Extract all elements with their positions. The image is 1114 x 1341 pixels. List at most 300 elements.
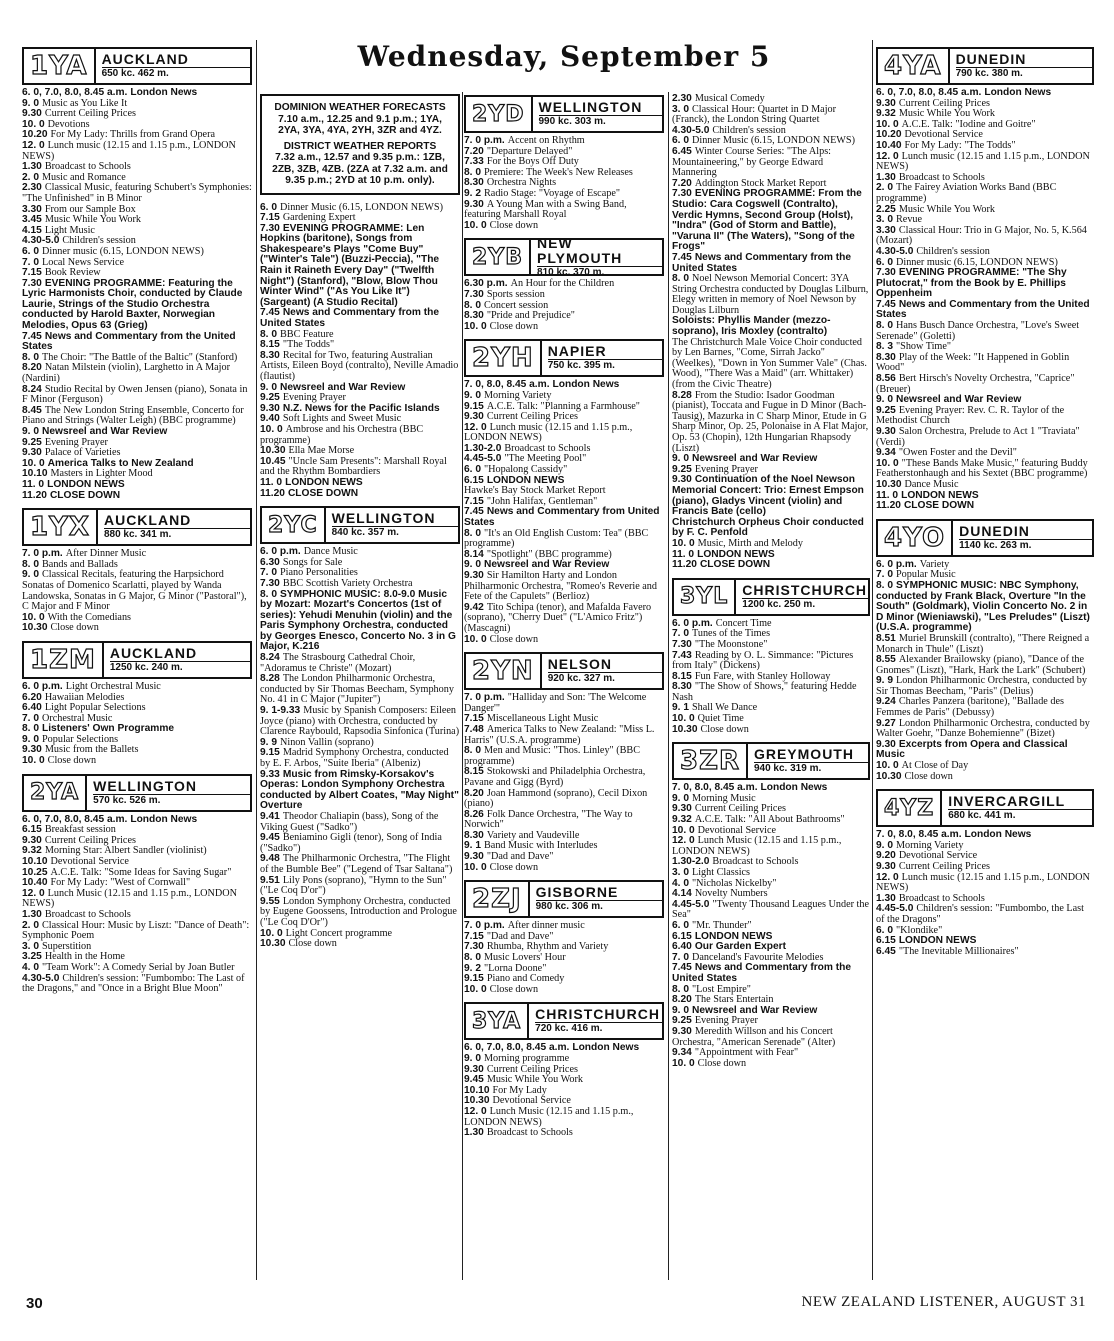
programme-time: 11.20 bbox=[260, 487, 285, 499]
programme-title: The Christchurch Male Voice Choir conducted by Len Barnes, "Come, Sirrah Jacko" (Weelkes), "Down in Yon Summer Vale" (Chas. Wood), "There Was a Maid" (arr. Whittaker) (from the Civic Theatre) bbox=[672, 336, 867, 391]
programme-time: 9. 0 bbox=[464, 389, 481, 401]
programme-entry bbox=[876, 427, 1094, 448]
programme-time: 9.30 bbox=[464, 570, 484, 581]
programme-title: London News bbox=[760, 782, 828, 794]
programme-title: A Young Man with a Swing Band, featuring Marshall Royal bbox=[464, 198, 627, 221]
programme-entry bbox=[464, 507, 664, 528]
programme-title: Newsreel and War Review bbox=[484, 559, 610, 571]
programme-title: News and Commentary from the United States bbox=[672, 251, 852, 274]
programme-title: Folk Dance Orchestra, "The Way to Norwich" bbox=[464, 808, 633, 831]
programme-time: 12. 0 bbox=[876, 150, 899, 162]
programme-title: Lunch Music (12.15 and 1.15 p.m., LONDON NEWS) bbox=[672, 835, 842, 857]
programme-title: BBC Scottish Variety Orchestra bbox=[282, 577, 413, 589]
programme-title: "The Meeting Pool" bbox=[504, 453, 587, 465]
programme-time: 7.30 bbox=[876, 267, 896, 279]
programme-title: Novelty Numbers bbox=[694, 888, 768, 900]
programme-time: 9. 0 bbox=[22, 569, 39, 581]
programme-title: Music from Rimsky-Korsakov's Operas: London Symphony Orchestra conducted by Albert Coates, "May Night" Overture bbox=[260, 768, 459, 812]
station-info bbox=[529, 1004, 662, 1038]
programme-entry bbox=[260, 833, 460, 854]
programme-time: 8. 0 bbox=[22, 351, 39, 363]
station-city: NAPIER bbox=[548, 344, 662, 360]
station-city: CHRISTCHURCH bbox=[742, 581, 868, 598]
station-header bbox=[464, 880, 664, 918]
programme-title: Dance Music bbox=[303, 546, 358, 558]
programme-time: 6. 0, 7.0, 8.0, 8.45 a.m. bbox=[876, 87, 982, 98]
programme-time: 7. 0 bbox=[22, 256, 39, 268]
programme-time: 9.40 bbox=[260, 413, 280, 425]
programme-time: 9. 0 bbox=[260, 381, 277, 393]
programme-entry bbox=[672, 836, 870, 857]
programme-title: A.C.E. Talk: "Some Ideas for Saving Sugar" bbox=[50, 866, 232, 878]
station-header bbox=[672, 578, 870, 616]
programme-title: "Appointment with Fear" bbox=[694, 1047, 799, 1059]
programme-time: 6. 0, 7.0, 8.0, 8.45 a.m. bbox=[464, 1042, 570, 1054]
programme-time: 10. 0 bbox=[464, 861, 487, 873]
programme-time: 8. 3 bbox=[876, 341, 893, 353]
station-3zr bbox=[672, 742, 870, 1073]
programme-time: 9.34 bbox=[876, 447, 896, 459]
programme-title: The New London String Ensemble, Concerto for Piano and Strings (Walter Leigh) (BBC programme) bbox=[22, 404, 244, 427]
programme-time: 7.20 bbox=[672, 177, 692, 189]
column-rule bbox=[256, 40, 257, 1280]
programme-time: 9.45 bbox=[260, 832, 280, 844]
programme-title: The Philharmonic Orchestra, "The Flight of the Bumble Bee" ("Legend of Tsar Saltana") bbox=[260, 853, 453, 875]
programme-title: Light Orchestral Music bbox=[65, 680, 161, 692]
programme-title: Lily Pons (soprano), "Hymn to the Sun" ("Le Coq D'or") bbox=[260, 874, 447, 897]
programme-title: "The Inevitable Millionaires" bbox=[898, 945, 1019, 957]
programme-title: Music from the Ballets bbox=[44, 744, 139, 756]
programme-time: 10.30 bbox=[876, 770, 902, 782]
programme-title: "Dad and Dave" bbox=[486, 930, 554, 942]
programme-time: 7.33 bbox=[464, 156, 484, 168]
programme-time: 6. 0 p.m. bbox=[672, 617, 713, 629]
programme-time: 1.30-2.0 bbox=[464, 442, 502, 454]
programme-title: Studio Recital by Owen Jensen (piano), Sonata in F Minor (Ferguson) bbox=[22, 383, 248, 406]
programme-title: CLOSE DOWN bbox=[49, 489, 121, 501]
programme-time: 9. 0 bbox=[672, 1004, 689, 1016]
programme-title: Music Lovers' Hour bbox=[484, 952, 566, 964]
programme-title: Orchestral Music bbox=[42, 712, 113, 724]
page-number: 30 bbox=[26, 1295, 43, 1312]
spacer bbox=[22, 767, 252, 771]
programme-time: 6.15 bbox=[22, 824, 42, 836]
programme-entry bbox=[876, 904, 1094, 925]
programme-time: 10. 0 bbox=[672, 713, 695, 725]
programme-title: Children's session bbox=[62, 235, 136, 247]
programme-time: 11. 0 bbox=[22, 478, 45, 490]
programme-entry bbox=[464, 693, 664, 714]
programme-time: 9.15 bbox=[260, 747, 280, 759]
page-title: Wednesday, September 5 bbox=[357, 40, 771, 73]
programme-entry bbox=[464, 1128, 664, 1139]
programme-time: 1.30 bbox=[876, 892, 896, 904]
programme-title: Classical Music, featuring Schubert's Symphonies: "The Unfinished" in B Minor bbox=[22, 182, 252, 204]
programme-title: Close down bbox=[489, 320, 539, 332]
station-frequency: 1250 kc. 240 m. bbox=[109, 661, 183, 673]
programme-title: "Dad and Dave" bbox=[486, 851, 554, 863]
programme-title: Christchurch Orpheus Choir conducted by F. C. Penfold bbox=[672, 516, 864, 539]
programme-time: 9.30 bbox=[22, 744, 42, 756]
station-info bbox=[736, 580, 868, 614]
programme-time: 8. 0 bbox=[22, 558, 39, 570]
programme-title: Light Popular Selections bbox=[44, 702, 146, 714]
programme-time: 9.55 bbox=[260, 895, 280, 907]
programme-time: 9. 0 bbox=[672, 792, 689, 804]
programme-entry bbox=[464, 725, 664, 746]
programme-time: 7.15 bbox=[22, 267, 42, 279]
programme-time: 12. 0 bbox=[672, 835, 695, 847]
programme-entry bbox=[260, 590, 460, 654]
programme-time: 10. 0 bbox=[260, 927, 283, 939]
programme-entry bbox=[464, 1107, 664, 1128]
programme-time: 9. 0 bbox=[22, 426, 39, 437]
programme-title: Quiet Time bbox=[697, 713, 744, 725]
station-2yn bbox=[464, 652, 664, 877]
station-frequency: 680 kc. 441 m. bbox=[948, 810, 1016, 822]
programme-entry bbox=[464, 603, 664, 635]
programme-title: Music and Romance bbox=[42, 171, 126, 183]
programme-title: London Philharmonic Orchestra, conducted by Sir Thomas Beecham, "Paris" (Delius) bbox=[876, 675, 1087, 697]
programme-time: 9. 1 bbox=[464, 840, 481, 852]
programme-time: 9. 0 bbox=[22, 733, 39, 745]
programme-entry bbox=[260, 224, 460, 309]
programme-time: 9.34 bbox=[672, 1047, 692, 1059]
programme-time: 8. 0 bbox=[464, 166, 481, 178]
station-3yl bbox=[672, 578, 870, 740]
programme-entry bbox=[672, 253, 870, 274]
programme-time: 11. 0 bbox=[876, 489, 899, 501]
programme-entry bbox=[672, 651, 870, 672]
programme-time: 10. 0 bbox=[260, 423, 283, 435]
programme-title: Soft Lights and Sweet Music bbox=[282, 413, 402, 425]
programme-title: Close down bbox=[904, 770, 953, 782]
programme-entry bbox=[672, 391, 870, 455]
spacer bbox=[876, 512, 1094, 516]
programme-entry bbox=[260, 770, 460, 812]
programme-time: 7.45 bbox=[672, 962, 692, 974]
programme-entry bbox=[260, 489, 460, 500]
weather-times: 7.10 a.m., 12.25 and 9.1 p.m.; 1YA, 2YA, 3YA, 4YA, 2YH, 3ZR and 4YZ. bbox=[278, 113, 442, 136]
station-callsign: 4YZ bbox=[878, 791, 942, 825]
programme-entry bbox=[876, 634, 1094, 655]
programme-title: "Klondike" bbox=[896, 924, 943, 936]
programme-entry bbox=[672, 338, 870, 391]
spacer bbox=[672, 735, 870, 739]
programme-title: Book Review bbox=[44, 267, 101, 279]
programme-title: LONDON NEWS bbox=[47, 478, 125, 490]
programme-entry bbox=[876, 300, 1094, 321]
column-4 bbox=[672, 94, 870, 1073]
station-city: WELLINGTON bbox=[332, 511, 458, 527]
programme-time: 8. 0 bbox=[464, 299, 481, 311]
programme-time: 10.30 bbox=[464, 1095, 490, 1107]
programme-time: 10.30 bbox=[876, 478, 902, 490]
programme-title: Devotional Service bbox=[904, 129, 983, 141]
station-city: GREYMOUTH bbox=[754, 747, 868, 763]
programme-time: 9.25 bbox=[260, 392, 280, 404]
programme-time: 10.30 bbox=[260, 445, 286, 457]
station-city: AUCKLAND bbox=[110, 646, 250, 662]
programme-entry bbox=[876, 374, 1094, 395]
programme-title: Soloists: Phyllis Mander (mezzo-soprano), Iris Moxley (contralto) bbox=[672, 315, 831, 338]
programme-time: 10. 0 bbox=[22, 118, 45, 130]
programme-time: 9. 0 bbox=[464, 1053, 481, 1064]
station-city: GISBORNE bbox=[536, 885, 662, 901]
programme-time: 8.55 bbox=[876, 654, 896, 666]
programme-time: 8.15 bbox=[464, 766, 484, 778]
programme-title: Hawke's Bay Stock Market Report bbox=[464, 485, 606, 497]
programme-entry bbox=[876, 947, 1094, 958]
station-frequency: 570 kc. 526 m. bbox=[93, 794, 161, 806]
programme-entry bbox=[672, 963, 870, 984]
programme-time: 8. 0 bbox=[260, 588, 277, 600]
column-3 bbox=[464, 92, 664, 1143]
station-2yb bbox=[464, 234, 664, 336]
programme-title: Revue bbox=[896, 214, 923, 226]
programme-title: SYMPHONIC MUSIC: 8.0-9.0 Music by Mozart: Mozart's Concertos (1st of series): Yehudi Menuhin (violin) and the Paris Symphony Orchestra, conducted by Georges Enesco, Concerto No. 3 in G Major, K.216 bbox=[260, 588, 456, 653]
programme-time: 6.40 bbox=[672, 941, 692, 953]
station-city: DUNEDIN bbox=[959, 524, 1092, 540]
programme-time: 7.30 bbox=[672, 638, 692, 650]
programme-time: 10.10 bbox=[22, 856, 48, 868]
programme-title: London News bbox=[572, 1042, 640, 1054]
programme-title: Beniamino Gigli (tenor), Song of India ("Sadko") bbox=[260, 832, 442, 854]
programme-title: Close down bbox=[489, 219, 539, 231]
programme-time: 6.15 bbox=[464, 474, 484, 486]
programme-time: 8.30 bbox=[464, 177, 484, 189]
programme-entry bbox=[22, 570, 252, 612]
programme-title: Music While You Work bbox=[898, 203, 995, 215]
programme-title: Light Music bbox=[44, 224, 95, 236]
programme-time: 2. 0 bbox=[876, 182, 893, 194]
programme-time: 7. 0 bbox=[672, 951, 689, 963]
spacer bbox=[464, 873, 664, 877]
programme-title: A.C.E. Talk: "All About Bathrooms" bbox=[694, 814, 845, 826]
programme-time: 8. 0 bbox=[464, 527, 481, 539]
programme-entry bbox=[464, 810, 664, 831]
programme-time: 9.30 bbox=[876, 426, 896, 437]
publication-footer: NEW ZEALAND LISTENER, AUGUST 31 bbox=[801, 1294, 1086, 1310]
programme-time: 9.30 bbox=[260, 402, 280, 414]
programme-entry bbox=[876, 353, 1094, 374]
programme-time: 6.30 bbox=[260, 556, 280, 568]
weather-heading: DOMINION WEATHER FORECASTS bbox=[274, 102, 446, 113]
station-info bbox=[533, 97, 663, 131]
programme-time: 7.30 bbox=[260, 577, 280, 589]
programme-time: 10. 0 bbox=[22, 755, 45, 767]
programme-time: 2. 0 bbox=[22, 919, 39, 931]
programme-entry bbox=[260, 939, 460, 950]
station-info bbox=[531, 234, 662, 278]
programme-time: 6.15 bbox=[672, 930, 692, 942]
programme-title: CLOSE DOWN bbox=[903, 500, 975, 512]
station-header bbox=[260, 506, 460, 544]
programme-time: 11.20 bbox=[876, 500, 901, 512]
station-frequency: 720 kc. 416 m. bbox=[535, 1023, 603, 1035]
programme-title: Hans Busch Dance Orchestra, "Love's Sweet Serenade" (Goletti) bbox=[876, 320, 1080, 342]
programme-time: 4.30-5.0 bbox=[876, 245, 914, 257]
programme-title: The London Philharmonic Orchestra, conducted by Sir Thomas Beecham, Symphony No. 41 in C Major ("Jupiter") bbox=[260, 673, 454, 706]
programme-time: 9.33 bbox=[260, 768, 280, 780]
programme-time: 9.30 bbox=[876, 738, 896, 750]
programme-time: 8.24 bbox=[22, 383, 42, 395]
spacer bbox=[464, 332, 664, 336]
programme-entry bbox=[22, 279, 252, 332]
station-callsign: 3ZR bbox=[674, 744, 748, 778]
station-header bbox=[876, 47, 1094, 85]
station-info bbox=[87, 776, 250, 810]
programme-time: 7.48 bbox=[464, 723, 484, 735]
station-callsign: 2YH bbox=[466, 341, 542, 375]
programme-title: Children's session bbox=[712, 124, 786, 136]
station-header bbox=[22, 47, 252, 85]
programme-entry bbox=[672, 725, 870, 736]
station-frequency: 650 kc. 462 m. bbox=[101, 68, 169, 79]
programme-title: A.C.E. Talk: "Planning a Farmhouse" bbox=[486, 400, 640, 412]
programme-time: 9. 9 bbox=[260, 736, 277, 748]
station-info bbox=[542, 654, 662, 688]
programme-title: "Uncle Sam Presents": Marshall Royal and the Rhythm Bombardiers bbox=[260, 455, 447, 478]
programme-title: LONDON NEWS bbox=[285, 476, 363, 488]
programme-time: 10.25 bbox=[22, 866, 48, 878]
programme-title: Broadcast to Schools bbox=[486, 1127, 573, 1139]
programme-entry bbox=[876, 676, 1094, 697]
programme-time: 6.15 bbox=[876, 935, 896, 947]
programme-title: "The Moonstone" bbox=[694, 638, 768, 650]
programme-time: 11. 0 bbox=[260, 476, 283, 488]
programme-title: Dance Music bbox=[904, 478, 959, 490]
programme-entry bbox=[22, 141, 252, 162]
programme-time: 9. 0 bbox=[22, 97, 39, 109]
programme-entry bbox=[260, 425, 460, 446]
programme-entry bbox=[464, 221, 664, 232]
programme-entry bbox=[876, 459, 1094, 480]
programme-title: Popular Selections bbox=[42, 733, 119, 745]
programme-title: Sir Hamilton Harty and London Philharmonic Orchestra, "Romeo's Reverie and Fete of the Capulets" (Berlioz) bbox=[464, 570, 657, 603]
programme-title: Reading by O. L. Simmance: "Pictures from Italy" (Dickens) bbox=[672, 649, 854, 672]
programme-title: LONDON NEWS bbox=[901, 489, 979, 501]
programme-title: Close down bbox=[489, 861, 539, 873]
programme-entry bbox=[464, 635, 664, 646]
station-city: CHRISTCHURCH bbox=[535, 1007, 662, 1023]
programme-entry bbox=[464, 423, 664, 444]
station-info bbox=[542, 341, 662, 375]
programme-title: CLOSE DOWN bbox=[699, 559, 771, 571]
programme-entry bbox=[672, 560, 870, 571]
programme-title: "Nicholas Nickelby" bbox=[692, 877, 777, 889]
programme-title: "Hopalong Cassidy" bbox=[484, 464, 568, 476]
programme-entry bbox=[22, 491, 252, 502]
station-2yh bbox=[464, 339, 664, 649]
programme-title: Noel Newson Memorial Concert: 3YA String Orchestra conducted by Douglas Lilburn, Elegy written in memory of Noel Newson by Douglas Lilburn bbox=[672, 273, 869, 316]
station-2ya-evening bbox=[260, 203, 460, 504]
programme-title: "Spotlight" (BBC programme) bbox=[486, 548, 612, 560]
programme-time: 7.45 bbox=[464, 506, 484, 518]
programme-time: 10. 0 bbox=[672, 824, 695, 836]
programme-time: 7.43 bbox=[672, 649, 692, 661]
programme-time: 6.45 bbox=[876, 945, 896, 957]
programme-entry bbox=[22, 756, 252, 767]
programme-title: Alexander Brailowsky (piano), "Dance of the Gnomes" (Liszt), "Hark, Hark the Lark" (Schubert) bbox=[876, 654, 1086, 676]
programme-time: 8. 0 bbox=[876, 579, 893, 591]
weather-box bbox=[260, 94, 460, 195]
programme-entry bbox=[464, 789, 664, 810]
programme-time: 10.20 bbox=[22, 129, 48, 141]
programme-title: Sports session bbox=[486, 288, 545, 300]
programme-time: 8. 0 bbox=[672, 983, 689, 995]
programme-time: 9. 9 bbox=[876, 675, 893, 687]
programme-title: Ninon Vallin (soprano) bbox=[280, 736, 374, 748]
station-4yz bbox=[876, 789, 1094, 961]
programme-title: Current Ceiling Prices bbox=[898, 861, 990, 872]
programme-time: 3.30 bbox=[876, 224, 896, 236]
programme-entry bbox=[260, 854, 460, 875]
programme-title: Bert Hirsch's Novelty Orchestra, "Caprice" (Breuer) bbox=[876, 373, 1075, 395]
programme-entry bbox=[876, 268, 1094, 300]
programme-time: 12. 0 bbox=[464, 1105, 487, 1117]
programme-title: Close down bbox=[489, 983, 539, 995]
station-header bbox=[876, 789, 1094, 827]
programme-entry bbox=[260, 653, 460, 674]
column-rule bbox=[462, 92, 463, 1280]
programme-time: 9.30 bbox=[876, 861, 896, 872]
spacer bbox=[22, 634, 252, 638]
programme-title: Current Ceiling Prices bbox=[486, 1063, 578, 1075]
programme-title: Theodor Chaliapin (bass), Song of the Viking Guest ("Sadko") bbox=[260, 810, 439, 833]
programme-time: 7. 0 bbox=[876, 569, 893, 581]
programme-title: London News bbox=[130, 87, 198, 98]
programme-title: Dinner music (6.15, LONDON NEWS) bbox=[896, 256, 1058, 268]
programme-title: London Philharmonic Orchestra, conducted by Walter Goehr, "Danze Bohemienne" (Bizet) bbox=[876, 717, 1090, 740]
station-frequency: 810 kc. 370 m. bbox=[537, 266, 605, 278]
programme-time: 4.30-5.0 bbox=[22, 972, 60, 984]
programme-entry bbox=[22, 363, 252, 384]
programme-time: 9.30 bbox=[672, 1025, 692, 1037]
programme-title: For the Boys Off Duty bbox=[486, 156, 579, 168]
programme-title: Current Ceiling Prices bbox=[898, 97, 990, 109]
programme-title: LONDON NEWS bbox=[898, 935, 977, 947]
programme-time: 8.15 bbox=[260, 339, 280, 351]
programme-title: Addington Stock Market Report bbox=[694, 177, 827, 189]
programme-entry bbox=[876, 501, 1094, 512]
programme-time: 3.30 bbox=[22, 203, 42, 215]
programme-title: Morning Variety bbox=[896, 839, 964, 851]
programme-title: Morning Music bbox=[692, 792, 756, 804]
programme-time: 8.30 bbox=[672, 681, 692, 693]
programme-entry bbox=[260, 748, 460, 769]
programme-time: 9.24 bbox=[876, 696, 896, 708]
programme-time: 8.20 bbox=[672, 994, 692, 1006]
programme-time: 1.30 bbox=[876, 171, 896, 183]
programme-title: Local News Service bbox=[42, 256, 125, 268]
spacer bbox=[260, 950, 460, 954]
programme-title: Devotional Service bbox=[50, 856, 129, 868]
programme-title: "Lorna Doone" bbox=[484, 962, 547, 974]
programme-title: Dinner Music (6.15, LONDON NEWS) bbox=[692, 135, 855, 147]
programme-time: 6. 0 p.m. bbox=[876, 558, 917, 570]
programme-time: 8. 0 bbox=[260, 328, 277, 340]
programme-title: "The Todds" bbox=[282, 339, 335, 351]
programme-title: Classical Hour: Music by Liszt: "Dance of Death": Symphonic Poem bbox=[22, 919, 250, 942]
programme-title: After Dinner Music bbox=[65, 548, 147, 560]
station-callsign: 2YD bbox=[466, 97, 533, 131]
programme-title: Recital for Two, featuring Australian Artists, Eileen Boyd (contralto), Neville Amadio (flautist) bbox=[260, 349, 459, 382]
programme-title: The Stars Entertain bbox=[694, 994, 774, 1006]
column-5 bbox=[876, 44, 1094, 961]
programme-time: 8.20 bbox=[464, 787, 484, 799]
programme-time: 8. 0 bbox=[672, 273, 689, 285]
